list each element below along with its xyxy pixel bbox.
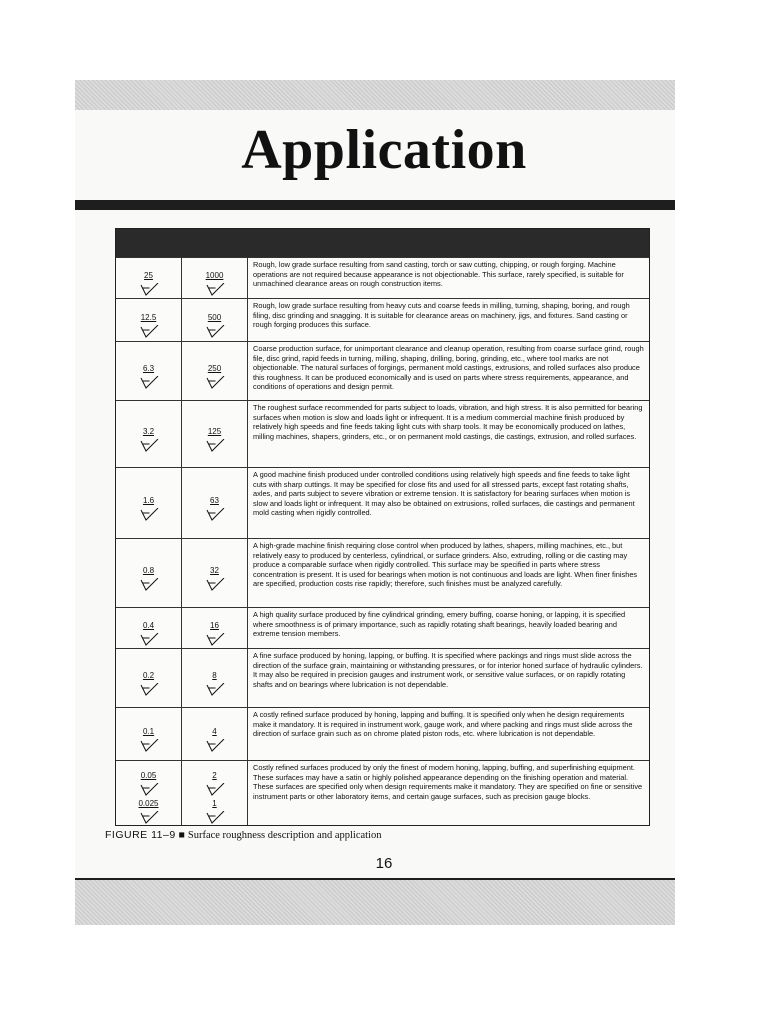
- page-number: 16: [375, 855, 393, 872]
- roughness-symbol: [116, 560, 181, 592]
- roughness-value-micrometre: 0.4: [142, 621, 155, 630]
- roughness-value-microinch: 16: [210, 621, 219, 630]
- roughness-value-microinch: 32: [210, 566, 219, 575]
- micrometre-cell: [116, 468, 182, 538]
- microinch-cell: [182, 401, 248, 467]
- roughness-symbol: [182, 665, 247, 697]
- check-mark-icon: [204, 283, 226, 297]
- microinch-cell: [182, 608, 248, 648]
- application-description: A good machine finish produced under controlled conditions using relatively high speeds and fine feeds to take light cuts with sharp cuttings. It may be specified for close fits and used for all stressed parts, except fast rotating shafts, axles, and parts subject to severe vibration or extreme tension. It is satisfactory for bearing surfaces when motion is slow and loads light or infrequent. It may also be obtained on extrusions, rolled surfaces, die castings and permanent mold casting when rigidly controlled.: [253, 470, 635, 518]
- roughness-symbol: [182, 721, 247, 753]
- micrometre-cell: [116, 761, 182, 825]
- figure-number: FIGURE 11–9: [105, 829, 176, 841]
- application-description: A high quality surface produced by fine cylindrical grinding, emery buffing, coarse honing, or lapping, it is specified where smoothness is of primary importance, such as rapidly rotating shaft bearings, heavily loaded bearing and extreme tension members.: [253, 610, 626, 639]
- roughness-value-microinch: 250: [207, 364, 222, 373]
- roughness-value-micrometre: 25: [144, 271, 153, 280]
- roughness-symbol: [116, 307, 181, 339]
- roughness-symbol: [116, 421, 181, 453]
- application-description: A high-grade machine finish requiring close control when produced by lathes, shapers, milling machines, etc., but relatively easy to produced by centerless, cylindrical, or surface grinders. Also, extruding, rolling or die casting may produce a comparable surface when rigidly controlled. This surface may be specified in parts where stress concentration is present. It is used for bearings when motion is not continuous and loads are light. When finer finishes are specified, production costs rise rapidly; therefore, such finishes must be analyzed carefully.: [253, 541, 638, 589]
- table-row: [116, 760, 649, 825]
- micrometre-cell: [116, 708, 182, 760]
- roughness-value-micrometre: 0.8: [142, 566, 155, 575]
- check-mark-icon: [138, 739, 160, 753]
- roughness-symbol: [116, 490, 181, 522]
- check-mark-icon: [138, 508, 160, 522]
- micrometre-cell: [116, 649, 182, 707]
- check-mark-icon: [138, 439, 160, 453]
- roughness-symbol: [116, 665, 181, 697]
- micrometre-cell: [116, 401, 182, 467]
- microinch-cell: [182, 468, 248, 538]
- table-row: [116, 341, 649, 400]
- table-header-bar: [116, 229, 649, 257]
- table-row: [116, 538, 649, 607]
- table-row: [116, 648, 649, 707]
- check-mark-icon: [204, 508, 226, 522]
- application-description: Rough, low grade surface resulting from sand casting, torch or saw cutting, chipping, or rough forging. Machine operations are not required because appearance is not objectionable. This surface, rarely specified, is suitable for unmachined clearance areas on rough construction items.: [253, 260, 624, 289]
- application-description: Costly refined surfaces produced by only the finest of modern honing, lapping, buffing, and superfinishing equipment. These surfaces may have a satin or highly polished appearance depending on the finishing operation and material. These surfaces are specified only when design requirements make it mandatory. They are specified on fine or sensitive instrument parts or other laboratory items, and certain gauge surfaces, such as precision gauge blocks.: [253, 763, 643, 801]
- microinch-cell: [182, 258, 248, 298]
- roughness-value-microinch: 1: [212, 799, 217, 808]
- check-mark-icon: [204, 811, 226, 825]
- roughness-symbol: [182, 265, 247, 297]
- caption-text: Surface roughness description and application: [187, 830, 382, 841]
- application-description: A costly refined surface produced by honing, lapping and buffing. It is specified only when he design requirements make it mandatory. It is required in instrument work, gauge work, and where packing and rings must slide across the direction of surface grain such as on chrome plated piston rods, etc. where lubrication is not dependable.: [253, 710, 633, 739]
- microinch-cell: [182, 299, 248, 341]
- roughness-symbol: [116, 793, 181, 825]
- check-mark-icon: [138, 683, 160, 697]
- figure-caption: [105, 829, 381, 841]
- roughness-value-microinch: 2: [212, 771, 217, 780]
- roughness-symbol: [116, 615, 181, 647]
- top-halftone-band-overlay: [75, 80, 675, 110]
- micrometre-cell: [116, 608, 182, 648]
- microinch-cell: [182, 539, 248, 607]
- roughness-table: [115, 228, 650, 826]
- title-rule: [75, 200, 675, 210]
- microinch-cell: [182, 649, 248, 707]
- application-description: Rough, low grade surface resulting from heavy cuts and coarse feeds in milling, turning, shaping, boring, and rough filing, disc grinding and snagging. It is suitable for clearance areas on machinery, jigs, and fixtures. Sand casting or rough forging produces this surface.: [253, 301, 630, 330]
- microinch-cell: [182, 342, 248, 400]
- table-row: [116, 607, 649, 648]
- micrometre-cell: [116, 342, 182, 400]
- check-mark-icon: [204, 325, 226, 339]
- roughness-symbol: [182, 560, 247, 592]
- check-mark-icon: [138, 325, 160, 339]
- caption-bullet: ■: [178, 829, 185, 841]
- table-row: [116, 707, 649, 760]
- roughness-value-micrometre: 3.2: [142, 427, 155, 436]
- check-mark-icon: [204, 683, 226, 697]
- microinch-cell: [182, 761, 248, 825]
- check-mark-icon: [138, 283, 160, 297]
- roughness-symbol: [182, 615, 247, 647]
- table-row: [116, 400, 649, 467]
- table-body: [116, 257, 649, 825]
- application-description: A fine surface produced by honing, lapping, or buffing. It is specified where packings and rings must slide across the direction of the surface grain, maintaining or withstanding pressures, or for interior honed surface of hydraulic cylinders. It may also be required in precision gauges and instrument work, or sensitive value surfaces, or on rapidly rotating shafts and on bearings where lubrication is not dependable.: [253, 651, 643, 689]
- roughness-value-micrometre: 1.6: [142, 496, 155, 505]
- table-row: [116, 467, 649, 538]
- check-mark-icon: [204, 739, 226, 753]
- roughness-value-microinch: 4: [212, 727, 217, 736]
- roughness-value-micrometre: 0.05: [140, 771, 157, 780]
- check-mark-icon: [204, 439, 226, 453]
- table-row: [116, 257, 649, 298]
- check-mark-icon: [204, 376, 226, 390]
- check-mark-icon: [204, 578, 226, 592]
- microinch-cell: [182, 708, 248, 760]
- table-row: [116, 298, 649, 341]
- micrometre-cell: [116, 299, 182, 341]
- check-mark-icon: [138, 376, 160, 390]
- check-mark-icon: [204, 633, 226, 647]
- roughness-symbol: [116, 358, 181, 390]
- check-mark-icon: [138, 633, 160, 647]
- bottom-halftone-band: [75, 880, 675, 925]
- roughness-value-micrometre: 6.3: [142, 364, 155, 373]
- roughness-value-microinch: 63: [210, 496, 219, 505]
- roughness-symbol: [116, 721, 181, 753]
- roughness-symbol: [182, 421, 247, 453]
- roughness-value-microinch: 125: [207, 427, 222, 436]
- roughness-value-micrometre: 0.2: [142, 671, 155, 680]
- application-description: Coarse production surface, for unimportant clearance and cleanup operation, resulting from coarse surface grind, rough file, disc grind, rapid feeds in turning, milling, shaping, drilling, boring, grinding, etc., where tool marks are not objectionable. The natural surfaces of forgings, permanent mold castings, extrusions, and rolled surfaces also produce this roughness. It can be produced economically and is used on parts where stress requirements, appearance, and conditions of operations and design permit.: [253, 344, 644, 392]
- roughness-value-microinch: 8: [212, 671, 217, 680]
- roughness-value-micrometre: 12.5: [140, 313, 157, 322]
- roughness-symbol: [182, 490, 247, 522]
- check-mark-icon: [138, 811, 160, 825]
- roughness-symbol: [182, 358, 247, 390]
- roughness-value-micrometre: 0.025: [138, 799, 159, 808]
- roughness-symbol: [182, 307, 247, 339]
- micrometre-cell: [116, 539, 182, 607]
- roughness-value-micrometre: 0.1: [142, 727, 155, 736]
- roughness-symbol: [116, 265, 181, 297]
- roughness-value-microinch: 500: [207, 313, 222, 322]
- application-description: The roughest surface recommended for parts subject to loads, vibration, and high stress. It is also permitted for bearing surfaces when motion is slow and loads light or infrequent. It is a medium commercial machine finish produced by relatively high speeds and fine feeds taking light cuts with sharp tools. It may be economically produced on lathes, milling machines, shapers, grinders, etc., or on permanent mold castings, die castings, extrusion, and rolled surfaces.: [253, 403, 643, 441]
- check-mark-icon: [138, 578, 160, 592]
- roughness-symbol: [182, 793, 247, 825]
- micrometre-cell: [116, 258, 182, 298]
- page-title: Application: [241, 119, 527, 181]
- roughness-value-microinch: 1000: [205, 271, 224, 280]
